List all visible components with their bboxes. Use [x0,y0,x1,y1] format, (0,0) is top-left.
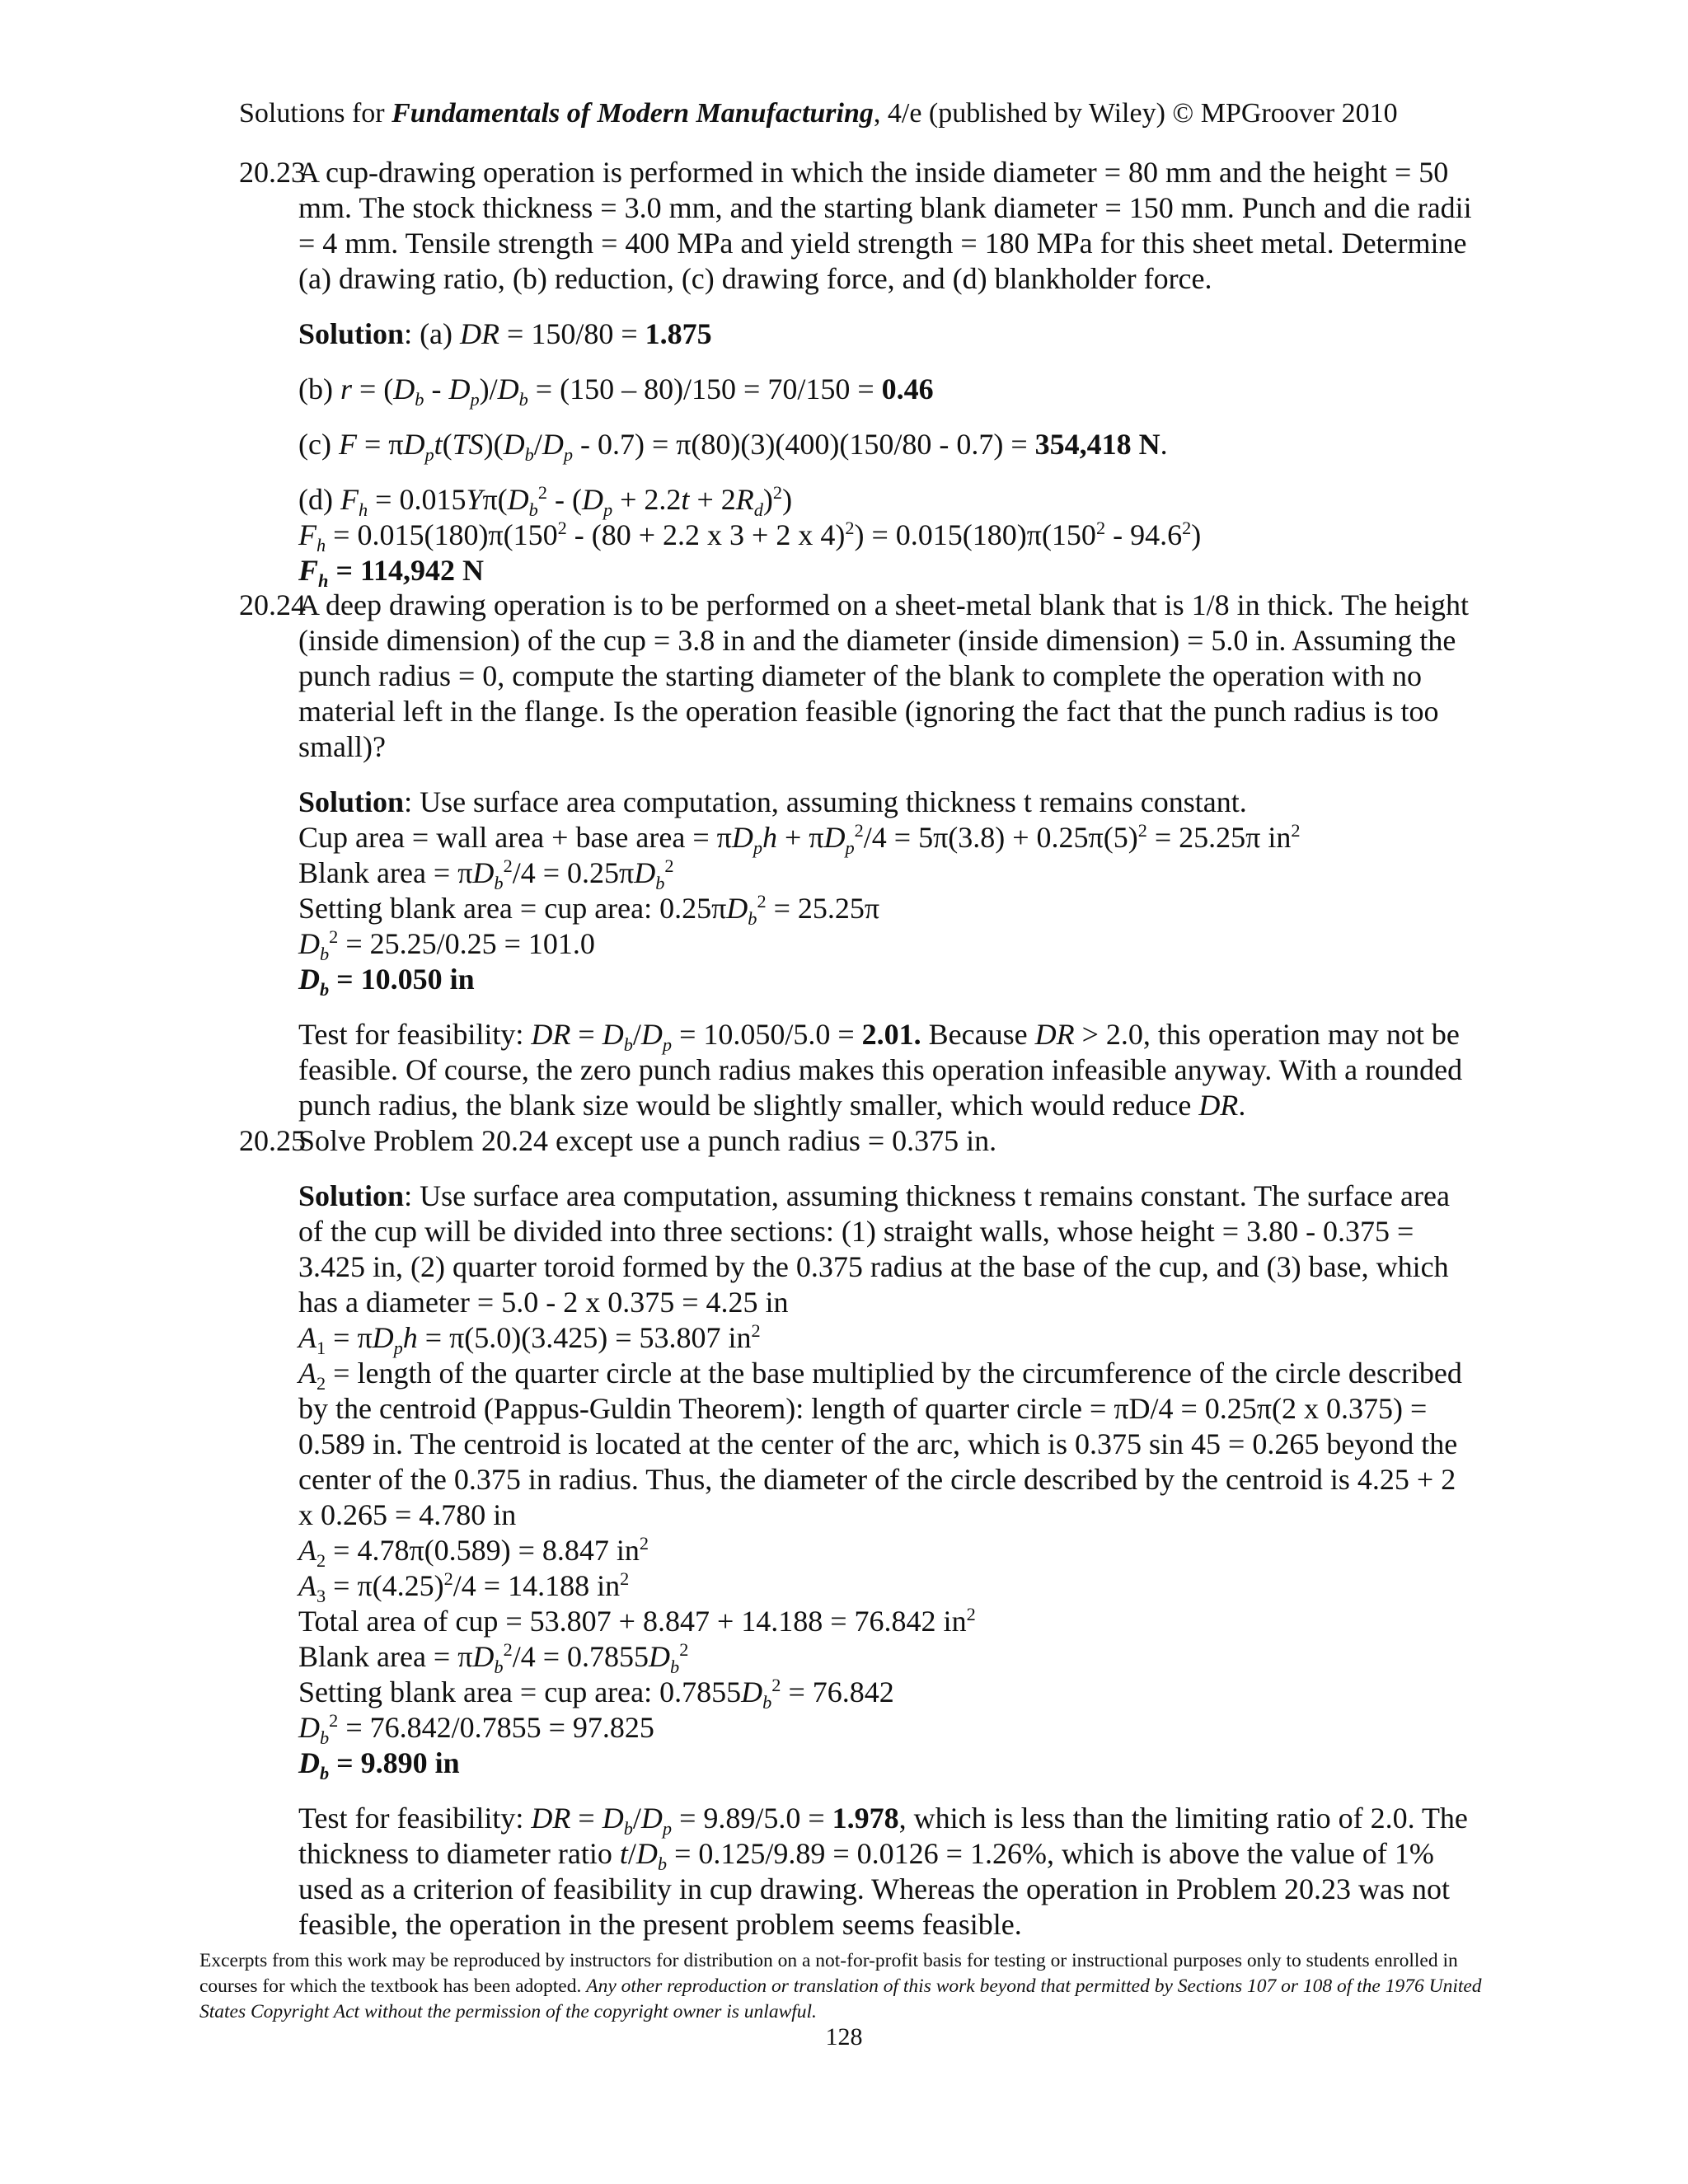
problem-number: 20.25 [239,1124,306,1157]
solution-b: (b) $r = (D_b - D_p)/D_b = (150 - 80)/150 = 70/150 = 0.46$ [298,373,934,410]
db-result: $D_b = 10.050$ in [298,963,475,1001]
problem-number: 20.24 [239,588,306,621]
db-squared-eq: $D_b^2 = 25.25/0.25 = 101.0$ [298,926,595,965]
problem-statement: A cup-drawing operation is performed in which the inside diameter = 80 mm and the height = 50 mm. The stock thickness = 3.0 mm, and the starting blank diameter = 150 mm. Punch and die radii = 4 mm. Tensile strength = 400 MPa and yield strength = 180 MPa for this sheet metal. Determine (a) drawing ratio, (b) reduction, (c) drawing force, and (d) blankholder force. [298,156,1472,295]
page-header [239,96,1475,132]
header-prefix: Solutions for [239,98,392,129]
a3-eq: $A_3 = \pi(4.25)^2/4 = 14.188$ $in^2$ [298,1568,630,1607]
solution-a: Solution: (a) DR = 150/80 = 1.875 [298,317,712,350]
total-area-eq: Total area of cup = 53.807 + 8.847 + 14.188 = 76.842 $in^2$ [298,1604,976,1638]
setting-area-eq: Setting blank area = cup area: $0.25\pi D_b^2 = 25.25\pi$ [298,891,880,930]
problem-statement: Solve Problem 20.24 except use a punch radius = 0.375 in. [298,1124,997,1157]
a1-eq: $A_1 = \pi D_ph = \pi(5.0)(3.425) = 53.807$ $in^2$ [298,1320,761,1359]
footer-text: Excerpts from this work may be reproduced by instructors for distribution on a not-for-profit basis for testing or instructional purposes only to students enrolled in courses for which the textbook has been adopted. [199,1950,1458,1997]
cup-area-eq: Cup area = wall area + base area = $\pi D_ph + \pi D_p^2/4 = 5\pi(3.8) + 0.25\pi(5)^2 = 25.25\pi$ $in^2$ [298,820,1301,859]
problem-statement: A deep drawing operation is to be performed on a sheet-metal blank that is 1/8 in thick. The height (inside dimension) of the cup = 3.8 in and the diameter (inside dimension) = 5.0 in. Assuming the punch radius = 0, compute the starting diameter of the blank to complete the operation with no material left in the flange. Is the operation feasible (ignoring the fact that the punch radius is too small)? [298,588,1469,763]
feasibility-test: Test for feasibility: DR = $D_b/D_p = 9.89/5.0 = 1.978$, which is less than the limiting ratio of 2.0. The thickness to diameter ratio $t/D_b = 0.125/9.89 = 0.0126 = 1.26\%$, which is above the value of 1% used as a criterion of feasibility in cup drawing. Whereas the operation in Problem 20.23 was not feasible, the operation in the present problem seems feasible. [298,1802,1468,1941]
copyright-footer [199,1948,1502,2025]
solution-d-values: $F_h = 0.015(180)\pi(150^2 - (80 + 2.2$ x 3 + 2 x $4)^2) = 0.015(180)\pi(150^2 - 94.6^2)$ [298,518,1202,556]
db-squared-eq: $D_b^2 = 76.842/0.7855 = 97.825$ [298,1710,654,1749]
solution-intro: Solution: Use surface area computation, assuming thickness t remains constant. The surface area of the cup will be divided into three sections: (1) straight walls, whose height = 3.80 - 0.375 = 3.425 in, (2) quarter toroid formed by the 0.375 radius at the base of the cup, and (3) base, which has a diameter = 5.0 - 2 x 0.375 = 4.25 in [298,1179,1450,1319]
db-result: $D_b = 9.890$ in [298,1746,460,1784]
solution-d-formula: (d) $F_h = 0.015Y\pi(D_b^2 - (D_p + 2.2t + 2R_d)^2)$ [298,482,793,521]
solution-intro: Solution: Use surface area computation, assuming thickness t remains constant. [298,785,1247,818]
a2-explanation: $A_2$ = length of the quarter circle at the base multiplied by the circumference of the circle described by the centroid (Pappus-Guldin Theorem): length of quarter circle = πD/4 = 0.25π(2 x 0.375) = 0.589 in. The centroid is located at the center of the arc, which is 0.375 sin 45 = 0.265 beyond the center of the 0.375 in radius. Thus, the diameter of the circle described by the centroid is 4.25 + 2 x 0.265 = 4.780 in [298,1357,1462,1531]
solution-d-result: $F_h = 114,942$ N [298,554,484,592]
setting-area-eq: Setting blank area = cup area: $0.7855D_b^2 = 76.842$ [298,1675,894,1713]
problem-20-23 [239,155,1525,592]
blank-area-eq: Blank area = $\pi D_b^2/4 = 0.7855D_b^2$ [298,1639,689,1678]
page-number: 128 [825,2023,863,2050]
problem-20-24 [239,588,1525,1123]
a2-eq: $A_2 = 4.78\pi(0.589) = 8.847$ $in^2$ [298,1533,649,1572]
problem-20-25 [239,1123,1525,1943]
footer-text-italic: Any other reproduction or translation of this work beyond that permitted by Sections 107 or 108 of the 1976 United States Copyright Act without the permission of the copyright owner is unlawful. [199,1975,1482,2022]
solution-c: (c) $F = \pi D_pt(TS)(D_b/D_p - 0.7) = \pi(80)(3)(400)(150/80 - 0.7) = 354,418$ N. [298,428,1168,466]
feasibility-test: Test for feasibility: DR = $D_b/D_p = 10.050/5.0 = 2.01$. Because DR > 2.0, this operation may not be feasible. Of course, the zero punch radius makes this operation infeasible anyway. With a rounded punch radius, the blank size would be slightly smaller, which would reduce DR. [298,1018,1463,1122]
book-title: Fundamentals of Modern Manufacturing [392,98,874,129]
problem-number: 20.23 [239,156,306,189]
header-suffix: , 4/e (published by Wiley) © MPGroover 2010 [873,98,1398,129]
blank-area-eq: Blank area = $\pi D_b^2/4 = 0.25\pi D_b^2$ [298,855,674,894]
